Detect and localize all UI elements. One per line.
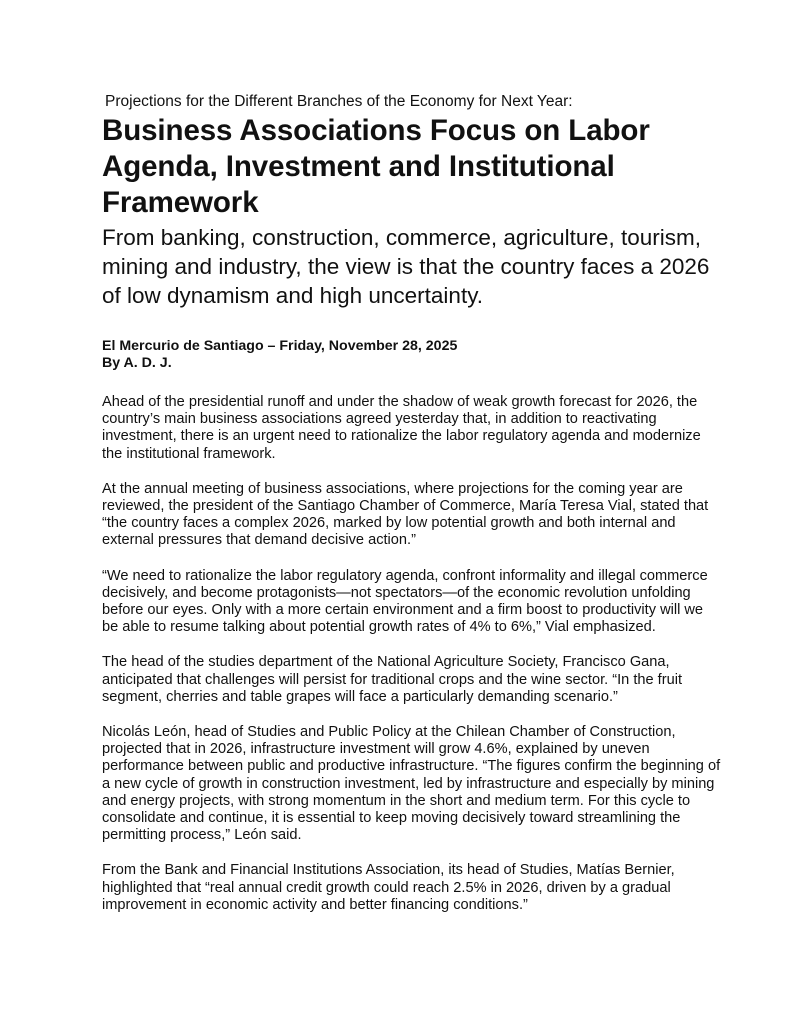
paragraph: At the annual meeting of business associations, where projections for the coming year are reviewed, the president of the Santiago Chamber of Commerce, María Teresa Vial, stated that “the country faces a complex 2026, marked by low potential growth and both internal and external pressures that demand decisive action.” (102, 480, 709, 549)
source-line: El Mercurio de Santiago – Friday, November 28, 2025 (102, 338, 458, 354)
paragraph: “We need to rationalize the labor regulatory agenda, confront informality and illegal commerce decisively, and become protagonists—not spectators—of the economic revolution unfolding before our eyes. Only with a more certain environment and a firm boost to productivity will we be able to resume talking about potential growth rates of 4% to 6%,” Vial emphasized. (102, 567, 708, 636)
paragraph: Nicolás León, head of Studies and Public Policy at the Chilean Chamber of Construction, projected that in 2026, infrastructure investment will grow 4.6%, explained by uneven performance between public and productive infrastructure. “The figures confirm the beginning of a new cycle of growth in construction investment, led by infrastructure and especially by mining and energy projects, with strong momentum in the short and medium term. For this cycle to consolidate and continue, it is essential to keep moving decisively toward streamlining the permitting process,” León said. (102, 724, 721, 844)
article (102, 92, 722, 932)
author-line: By A. D. J. (102, 355, 172, 371)
article-subhead: From banking, construction, commerce, agriculture, tourism, mining and industry, the view is that the country faces a 2026 of low dynamism and high uncertainty. (102, 225, 710, 308)
article-body (102, 394, 722, 914)
article-kicker: Projections for the Different Branches of the Economy for Next Year: (105, 93, 573, 110)
byline (102, 338, 722, 372)
paragraph: The head of the studies department of the National Agriculture Society, Francisco Gana, anticipated that challenges will persist for traditional crops and the wine sector. “In the fruit segment, cherries and table grapes will face a particularly demanding scenario.” (102, 654, 683, 705)
paragraph: Ahead of the presidential runoff and under the shadow of weak growth forecast for 2026, the country’s main business associations agreed yesterday that, in addition to reactivating investment, there is an urgent need to rationalize the labor regulatory agenda and modernize the institutional framework. (102, 394, 701, 462)
paragraph: From the Bank and Financial Institutions Association, its head of Studies, Matías Bernier, highlighted that “real annual credit growth could reach 2.5% in 2026, driven by a gradual improvement in economic activity and better financing conditions.” (102, 862, 675, 913)
article-headline: Business Associations Focus on Labor Agenda, Investment and Institutional Framework (102, 114, 650, 219)
